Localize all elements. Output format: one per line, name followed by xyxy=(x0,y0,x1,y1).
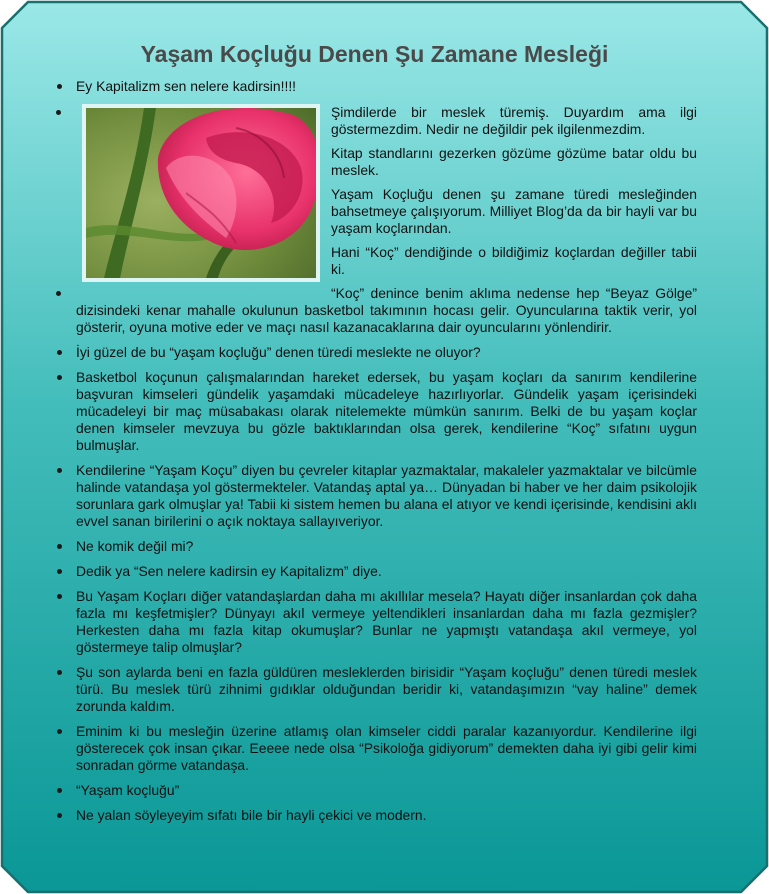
list-item: Ne yalan söyleyeyim sıfatı bile bir hayli çekici ve modern. xyxy=(56,807,697,824)
page-title: Yaşam Koçluğu Denen Şu Zamane Mesleği xyxy=(140,41,609,67)
paragraph: “Koç” denince benim aklıma nedense hep “Beyaz Gölge” dizisindeki kenar mahalle okulunun basketbol takımının hocası gelir. Oyuncularına taktik verir, yol gösterir, oyuna motive eder ve maçı nasıl kazanacaklarına dair oyuncularını yönlendirir. xyxy=(76,285,697,335)
bullet-list xyxy=(56,78,697,824)
list-item: Eminim ki bu mesleğin üzerine atlamış olan kimseler ciddi paralar kazanıyordur. Kendilerine ilgi gösterecek çok insan çıkar. Eeeee nede olsa “Psikoloğa gidiyorum” demekten daha iyi gibi gelir kimi sonradan görme vatandaşa. xyxy=(56,723,697,774)
list-item: “Yaşam koçluğu” xyxy=(56,782,697,799)
list-item-with-photo xyxy=(56,104,697,336)
list-item: Dedik ya “Sen nelere kadirsin ey Kapitalizm” diye. xyxy=(56,563,697,580)
list-item: Şu son aylarda beni en fazla güldüren mesleklerden birisidir “Yaşam koçluğu” denen türedi meslek türü. Bu meslek türü zihnimi gıdıklar olduğundan beridir ki, vatandaşımızın “vay haline” demek zorunda kaldım. xyxy=(56,664,697,715)
article xyxy=(56,40,697,832)
paragraph: Kitap standlarını gezerken gözüme gözüme batar oldu bu meslek. xyxy=(331,145,697,178)
list-item: İyi güzel de bu “yaşam koçluğu” denen türedi meslekte ne oluyor? xyxy=(56,344,697,361)
paragraph: Hani “Koç” dendiğinde o bildiğimiz koçlardan değiller tabii ki. xyxy=(331,244,697,277)
list-item: Basketbol koçunun çalışmalarından hareket edersek, bu yaşam koçları da sanırım kendilerine başvuran kimseleri gündelik yaşamdaki mücadeleye hazırlıyorlar. Gündelik yaşam içerisindeki mücadeleyi bir maç müsabakası olarak nitelemekte mümkün sanırım. Belki de bu yaşam koçlar denen kimseler mevzuya bu gözle baktıklarından olsa gerek, kendilerine “Koç” sıfatını uygun bulmuşlar. xyxy=(56,369,697,454)
paragraph: Yaşam Koçluğu denen şu zamane türedi mesleğinden bahsetmeye çalışıyorum. Milliyet Blog’da da bir hayli var bu yaşam koçlarından. xyxy=(331,186,697,236)
paragraph: Şimdilerde bir meslek türemiş. Duyardım ama ilgi göstermezdim. Nedir ne değildir pek ilgilenmezdim. xyxy=(76,104,697,138)
list-item: Ey Kapitalizm sen nelere kadirsin!!!! xyxy=(56,78,697,95)
list-item: Kendilerine “Yaşam Koçu” diyen bu çevreler kitaplar yazmaktalar, makaleler yazmaktalar ve bilcümle halinde vatandaşa yol göstermekteler. Vatandaş aptal ya… Dünyadan bi haber ve her daim psikolojik sorunlara gark olmuşlar ya! Tabii ki sistem hemen bu alana el atıyor ve kendi içerisinde, kendisini aklı evvel sanan birilerini o açık noktaya sallayıveriyor. xyxy=(56,462,697,530)
list-item: Ne komik değil mi? xyxy=(56,538,697,555)
list-item: Bu Yaşam Koçları diğer vatandaşlardan daha mı akıllılar mesela? Hayatı diğer insanlardan çok daha fazla mı keşfetmişler? Dünyayı akıl vermeye yeltendikleri insanlardan daha mı fazla gezmişler? Herkesten daha mı fazla kitap okumuşlar? Bunlar ne yapmıştı vatandaşa akıl vermeye, yol göstermeye talip olmuşlar? xyxy=(56,588,697,656)
